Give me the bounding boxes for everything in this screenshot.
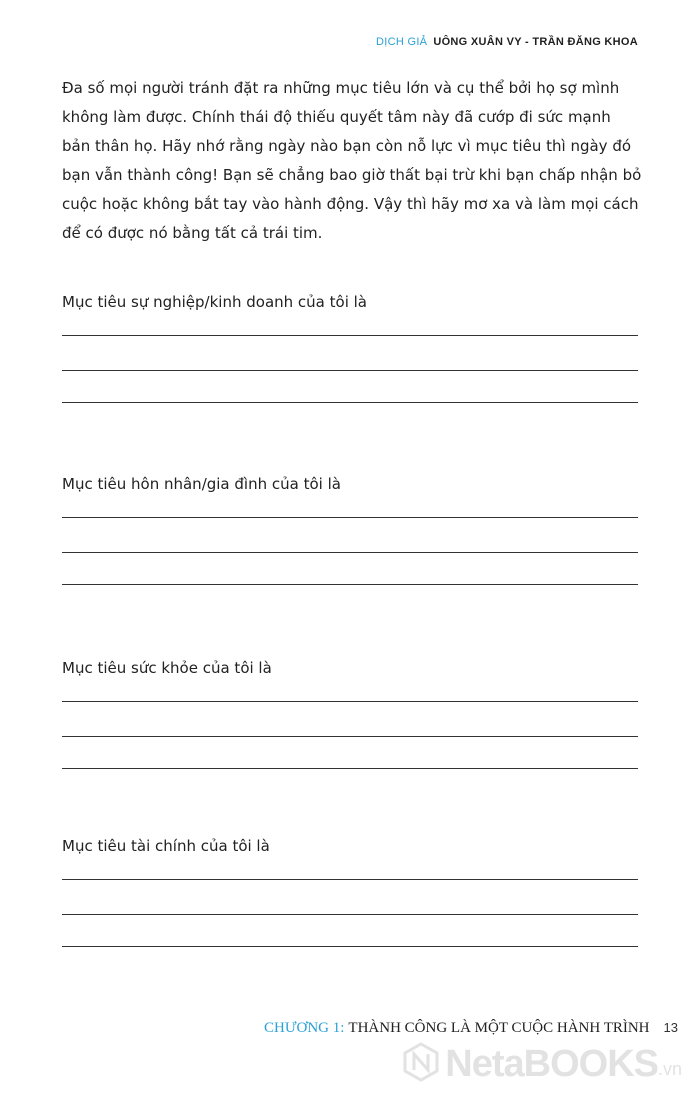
translator-names: UÔNG XUÂN VY - TRẦN ĐĂNG KHOA <box>433 36 638 48</box>
answer-line[interactable] <box>62 552 638 553</box>
chapter-title: THÀNH CÔNG LÀ MỘT CUỘC HÀNH TRÌNH <box>348 1020 650 1036</box>
goal-section-health <box>62 656 640 680</box>
running-footer <box>264 1020 678 1037</box>
answer-line[interactable] <box>62 517 638 518</box>
chapter-label: CHƯƠNG 1: <box>264 1020 345 1036</box>
watermark-suffix: .vn <box>657 1059 682 1079</box>
watermark <box>401 1042 682 1086</box>
answer-line[interactable] <box>62 370 638 371</box>
goal-prompt-finance: Mục tiêu tài chính của tôi là <box>62 837 270 855</box>
answer-line[interactable] <box>62 736 638 737</box>
goal-prompt-career: Mục tiêu sự nghiệp/kinh doanh của tôi là <box>62 293 367 311</box>
goal-prompt-health: Mục tiêu sức khỏe của tôi là <box>62 659 272 677</box>
goal-prompt-family: Mục tiêu hôn nhân/gia đình của tôi là <box>62 475 341 493</box>
goal-section-family <box>62 472 640 496</box>
neta-logo-icon <box>401 1042 441 1086</box>
answer-line[interactable] <box>62 946 638 947</box>
page-number: 13 <box>663 1020 678 1035</box>
goal-section-career <box>62 290 640 314</box>
translator-label: DỊCH GIẢ <box>376 36 428 48</box>
answer-line[interactable] <box>62 701 638 702</box>
answer-line[interactable] <box>62 335 638 336</box>
answer-line[interactable] <box>62 879 638 880</box>
goal-section-finance <box>62 834 640 858</box>
answer-line[interactable] <box>62 402 638 403</box>
answer-line[interactable] <box>62 584 638 585</box>
running-header <box>376 36 638 48</box>
answer-line[interactable] <box>62 768 638 769</box>
answer-line[interactable] <box>62 914 638 915</box>
watermark-brand: NetaBOOKS <box>445 1042 658 1085</box>
intro-paragraph: Đa số mọi người tránh đặt ra những mục tiêu lớn và cụ thể bởi họ sợ mình không làm được. Chính thái độ thiếu quyết tâm này đã cướp đi sức mạnh bản thân họ. Hãy nhớ rằng ngày nào bạn còn nỗ lực vì mục tiêu thì ngày đó bạn vẫn thành công! Bạn sẽ chẳng bao giờ thất bại trừ khi bạn chấp nhận bỏ cuộc hoặc không bắt tay vào hành động. Vậy thì hãy mơ xa và làm mọi cách để có được nó bằng tất cả trái tim. <box>62 79 642 242</box>
